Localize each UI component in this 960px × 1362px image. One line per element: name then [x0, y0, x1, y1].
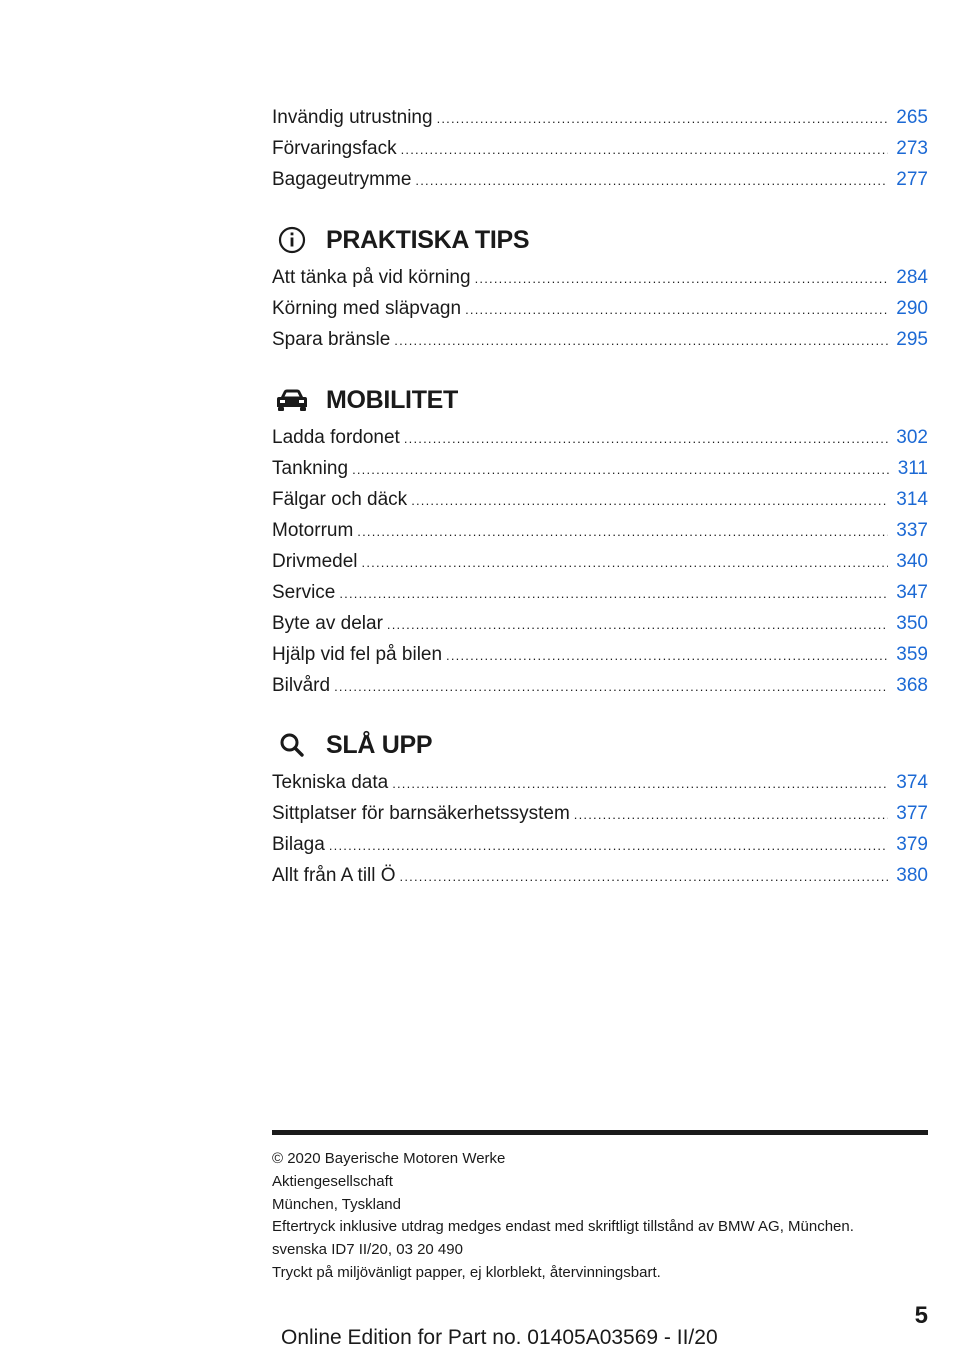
- toc-entry-label: Sittplatser för barnsäkerhetssystem: [272, 803, 570, 824]
- toc-entry-page[interactable]: 311: [897, 458, 928, 479]
- section-title: SLÅ UPP: [326, 730, 433, 759]
- toc-entry-label: Bilaga: [272, 834, 325, 855]
- footer-edition: Online Edition for Part no. 01405A03569 - II/20: [281, 1326, 718, 1349]
- dot-leader: [339, 578, 888, 609]
- toc-entry[interactable]: [272, 484, 928, 515]
- toc-entry-label: Förvaringsfack: [272, 138, 397, 159]
- toc-entry[interactable]: [272, 546, 928, 577]
- toc-entry[interactable]: [272, 767, 928, 798]
- toc-entry-label: Invändig utrustning: [272, 107, 433, 128]
- toc-entry[interactable]: [272, 829, 928, 860]
- dot-leader: [415, 165, 888, 196]
- info-icon: [272, 220, 312, 260]
- toc-entry-page[interactable]: 340: [896, 551, 928, 572]
- toc-entry-page[interactable]: 368: [896, 675, 928, 696]
- toc-entry[interactable]: [272, 577, 928, 608]
- toc-entry-page[interactable]: 379: [896, 834, 928, 855]
- toc-top: [272, 102, 928, 195]
- toc-entry-label: Drivmedel: [272, 551, 358, 572]
- section-heading-sla-upp: [272, 725, 433, 765]
- imprint-rights: Eftertryck inklusive utdrag medges endast med skriftligt tillstånd av BMW AG, München.: [272, 1218, 854, 1236]
- toc-entry-label: Att tänka på vid körning: [272, 267, 471, 288]
- toc-entry-label: Hjälp vid fel på bilen: [272, 644, 443, 665]
- dot-leader: [400, 861, 889, 892]
- toc-entry-page[interactable]: 290: [896, 298, 928, 319]
- toc-entry[interactable]: [272, 133, 928, 164]
- dot-leader: [475, 263, 889, 294]
- section-heading-mobilitet: [272, 380, 459, 420]
- toc-entry[interactable]: [272, 639, 928, 670]
- toc-entry[interactable]: [272, 293, 928, 324]
- toc-entry[interactable]: [272, 798, 928, 829]
- toc-entry[interactable]: [272, 860, 928, 891]
- toc-entry-page[interactable]: 284: [896, 267, 928, 288]
- dot-leader: [411, 485, 888, 516]
- toc-entry-page[interactable]: 295: [896, 329, 928, 350]
- toc-entry-label: Motorrum: [272, 520, 354, 541]
- car-icon: [272, 380, 312, 420]
- toc-entry-page[interactable]: 273: [896, 138, 928, 159]
- toc-entry-page[interactable]: 380: [896, 865, 928, 886]
- toc-entry-label: Bagageutrymme: [272, 169, 412, 190]
- toc-section-praktiska-tips: [272, 262, 928, 355]
- toc-entry[interactable]: [272, 262, 928, 293]
- toc-entry-page[interactable]: 265: [896, 107, 928, 128]
- toc-entry[interactable]: [272, 515, 928, 546]
- toc-entry[interactable]: [272, 422, 928, 453]
- dot-leader: [334, 671, 888, 702]
- imprint-edition: svenska ID7 II/20, 03 20 490: [272, 1241, 463, 1259]
- toc-entry[interactable]: [272, 608, 928, 639]
- toc-entry-label: Allt från A till Ö: [272, 865, 396, 886]
- toc-entry-page[interactable]: 337: [896, 520, 928, 541]
- dot-leader: [404, 423, 888, 454]
- page-number: 5: [914, 1302, 928, 1329]
- toc-entry-label: Ladda fordonet: [272, 427, 400, 448]
- dot-leader: [392, 768, 888, 799]
- toc-section-mobilitet: [272, 422, 928, 701]
- section-title: MOBILITET: [326, 385, 459, 414]
- toc-entry[interactable]: [272, 670, 928, 701]
- toc-section-sla-upp: [272, 767, 928, 891]
- toc-entry-page[interactable]: 302: [896, 427, 928, 448]
- toc-entry-label: Bilvård: [272, 675, 331, 696]
- imprint-company: Aktiengesellschaft: [272, 1172, 393, 1190]
- section-heading-praktiska-tips: [272, 220, 530, 260]
- toc-entry-page[interactable]: 314: [896, 489, 928, 510]
- dot-leader: [394, 325, 888, 356]
- toc-entry-page[interactable]: 374: [896, 772, 928, 793]
- toc-entry-label: Byte av delar: [272, 613, 383, 634]
- imprint-block: [272, 1148, 928, 1285]
- toc-entry-page[interactable]: 277: [896, 169, 928, 190]
- toc-entry-label: Tekniska data: [272, 772, 389, 793]
- imprint-location: München, Tyskland: [272, 1195, 401, 1213]
- dot-leader: [352, 454, 890, 485]
- dot-leader: [446, 640, 888, 671]
- section-title: PRAKTISKA TIPS: [326, 225, 530, 254]
- dot-leader: [437, 103, 889, 134]
- toc-entry-page[interactable]: 359: [896, 644, 928, 665]
- toc-entry-label: Service: [272, 582, 336, 603]
- search-icon: [272, 725, 312, 765]
- toc-entry-label: Körning med släpvagn: [272, 298, 462, 319]
- dot-leader: [357, 516, 888, 547]
- dot-leader: [362, 547, 889, 578]
- imprint-paper: Tryckt på miljövänligt papper, ej klorblekt, återvinningsbart.: [272, 1263, 661, 1281]
- dot-leader: [465, 294, 888, 325]
- toc-entry-label: Tankning: [272, 458, 349, 479]
- toc-entry-label: Spara bränsle: [272, 329, 391, 350]
- imprint-divider: [272, 1130, 928, 1135]
- toc-entry-label: Fälgar och däck: [272, 489, 408, 510]
- toc-entry[interactable]: [272, 164, 928, 195]
- dot-leader: [574, 799, 889, 830]
- toc-entry-page[interactable]: 377: [896, 803, 928, 824]
- dot-leader: [329, 830, 888, 861]
- imprint-copyright: © 2020 Bayerische Motoren Werke: [272, 1150, 506, 1167]
- dot-leader: [401, 134, 889, 165]
- toc-entry[interactable]: [272, 102, 928, 133]
- toc-entry[interactable]: [272, 324, 928, 355]
- toc-entry-page[interactable]: 347: [896, 582, 928, 603]
- toc-entry[interactable]: [272, 453, 928, 484]
- toc-entry-page[interactable]: 350: [896, 613, 928, 634]
- dot-leader: [387, 609, 888, 640]
